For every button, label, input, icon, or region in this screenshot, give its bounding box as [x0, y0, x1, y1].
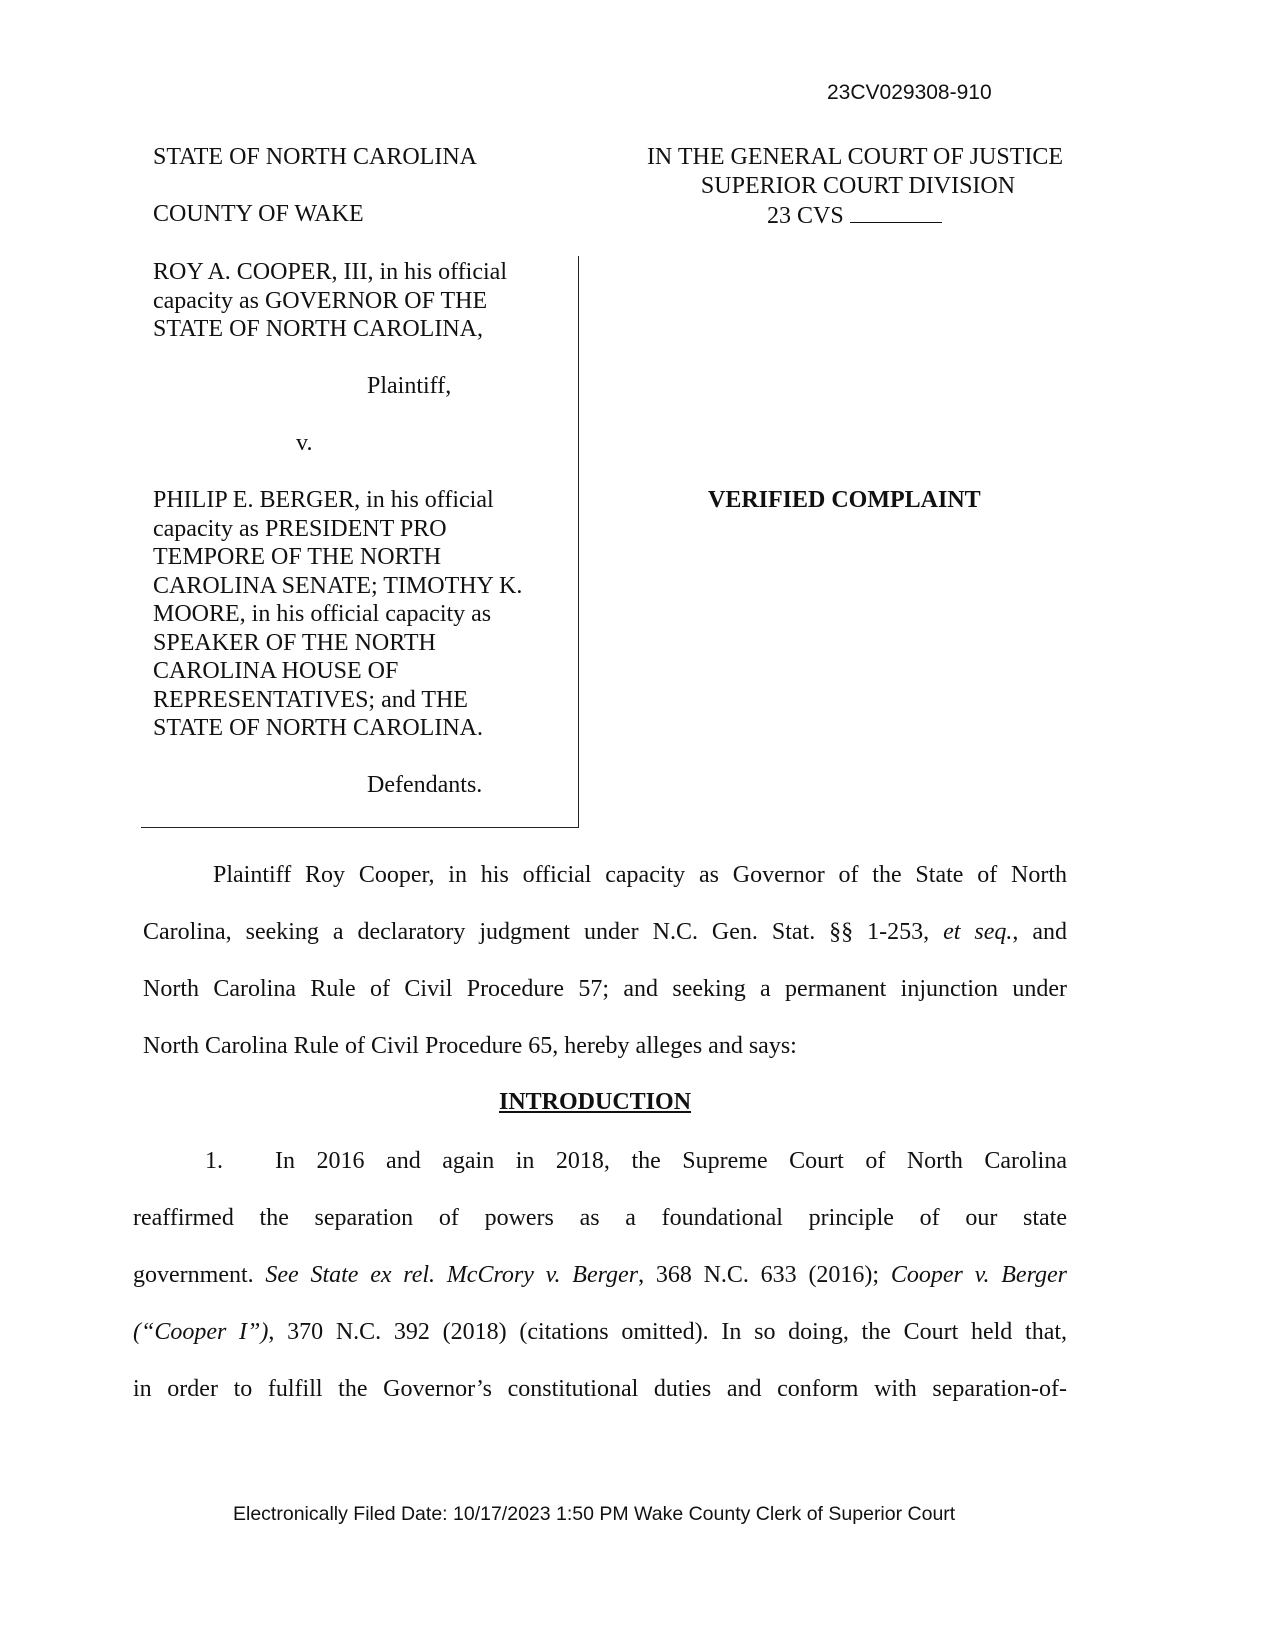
text-run: , 370 N.C. 392 (2018) (citations omitted). In so doing, the Court held that,: [268, 1319, 1067, 1345]
text-line: [275, 1147, 1067, 1175]
filing-footer: Electronically Filed Date: 10/17/2023 1:50 PM Wake County Clerk of Superior Court: [233, 1503, 956, 1525]
defendant-caption-line: MOORE, in his official capacity as: [153, 601, 492, 627]
text-run: government.: [133, 1262, 266, 1288]
text-line: [143, 975, 1067, 1003]
italic-citation: (“Cooper I”): [133, 1319, 269, 1345]
italic-citation: See State ex rel. McCrory v. Berger: [265, 1262, 639, 1288]
section-heading: [499, 1088, 691, 1116]
text-line: [133, 1318, 1067, 1346]
text-run: , 368 N.C. 633 (2016);: [638, 1262, 891, 1288]
court-division: SUPERIOR COURT DIVISION: [700, 173, 1016, 199]
defendant-caption-line: PHILIP E. BERGER, in his official: [153, 487, 494, 513]
defendant-caption-line: STATE OF NORTH CAROLINA.: [153, 715, 483, 741]
italic-citation: et seq.: [943, 919, 1013, 945]
plaintiff-caption-line: capacity as GOVERNOR OF THE: [153, 287, 488, 314]
text-run: , and: [1012, 919, 1067, 945]
defendant-caption-line: TEMPORE OF THE NORTH: [153, 544, 442, 570]
defendant-caption-line: capacity as PRESIDENT PRO: [153, 515, 447, 542]
text-line: [213, 861, 1067, 889]
text-line: [133, 1261, 1067, 1289]
caption-vertical-rule: [578, 256, 579, 828]
text-run: North Carolina Rule of Civil Procedure 65, hereby alleges and says:: [143, 1033, 797, 1059]
state-heading: STATE OF NORTH CAROLINA: [153, 144, 477, 170]
file-stamp: 23CV029308-910: [827, 81, 992, 104]
defendant-caption-line: REPRESENTATIVES; and THE: [153, 686, 468, 713]
text-run: in order to fulfill the Governor’s constitutional duties and conform with separation-of-: [133, 1376, 1067, 1402]
paragraph-number: 1.: [205, 1148, 223, 1174]
plaintiff-caption-line: STATE OF NORTH CAROLINA,: [153, 316, 483, 342]
text-run: reaffirmed the separation of powers as a foundational principle of our state: [133, 1205, 1067, 1231]
defendant-label: Defendants.: [367, 772, 483, 798]
case-number-blank: [850, 200, 942, 223]
document-title: [708, 486, 981, 514]
text-line: [143, 1032, 1067, 1060]
court-line: IN THE GENERAL COURT OF JUSTICE: [646, 144, 1064, 170]
italic-citation: Cooper v. Berger: [890, 1262, 1067, 1288]
defendant-caption-line: CAROLINA HOUSE OF: [153, 658, 399, 684]
section-heading-text: INTRODUCTION: [499, 1089, 692, 1115]
county-heading: COUNTY OF WAKE: [153, 201, 364, 227]
case-number: [767, 200, 942, 230]
text-run: In 2016 and again in 2018, the Supreme Court of North Carolina: [275, 1148, 1067, 1174]
text-line: [133, 1204, 1067, 1232]
caption-horizontal-rule: [141, 827, 579, 828]
versus: v.: [296, 430, 313, 456]
text-run: North Carolina Rule of Civil Procedure 57; and seeking a permanent injunction under: [143, 976, 1067, 1002]
text-line: [133, 1375, 1067, 1403]
text-run: Carolina, seeking a declaratory judgment under N.C. Gen. Stat. §§ 1-253,: [143, 919, 944, 945]
plaintiff-label: Plaintiff,: [367, 373, 452, 399]
document-title-text: VERIFIED COMPLAINT: [708, 487, 981, 513]
defendant-caption-line: CAROLINA SENATE; TIMOTHY K.: [153, 572, 523, 599]
case-number-prefix: 23 CVS: [767, 203, 844, 229]
plaintiff-caption-line: ROY A. COOPER, III, in his official: [153, 259, 507, 285]
defendant-caption-line: SPEAKER OF THE NORTH: [153, 629, 436, 656]
text-run: Plaintiff Roy Cooper, in his official capacity as Governor of the State of North: [213, 862, 1067, 888]
text-line: [143, 918, 1067, 946]
